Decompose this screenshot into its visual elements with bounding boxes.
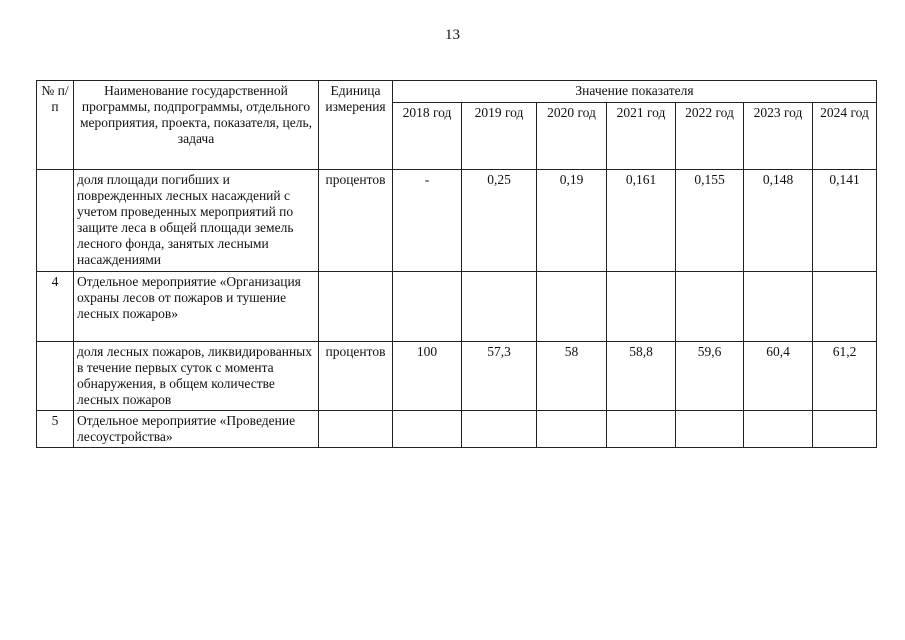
row-num: 4 <box>37 272 74 342</box>
header-row <box>37 81 877 103</box>
row-value <box>607 272 676 342</box>
indicator-table <box>36 80 877 448</box>
row-value: 0,141 <box>813 170 877 272</box>
header-unit: Единица измерения <box>319 81 393 170</box>
row-num <box>37 342 74 411</box>
table-row <box>37 272 877 342</box>
row-name: доля лесных пожаров, ликвидированных в течение первых суток с момента обнаружения, в общем количестве лесных пожаров <box>74 342 319 411</box>
row-value <box>537 272 607 342</box>
row-value: 57,3 <box>462 342 537 411</box>
row-value: 0,148 <box>744 170 813 272</box>
row-value <box>744 411 813 448</box>
row-value <box>676 411 744 448</box>
row-name: Отдельное мероприятие «Проведение лесоустройства» <box>74 411 319 448</box>
header-values-group: Значение показателя <box>393 81 877 103</box>
header-year: 2019 год <box>462 103 537 170</box>
page-number: 13 <box>445 27 460 43</box>
row-value: 0,25 <box>462 170 537 272</box>
row-name: доля площади погибших и поврежденных лесных насаждений с учетом проведенных мероприятий по защите леса в общей площади земель лесного фонда, занятых лесными насаждениями <box>74 170 319 272</box>
row-value: 60,4 <box>744 342 813 411</box>
row-num: 5 <box>37 411 74 448</box>
header-name: Наименование государственной программы, подпрограммы, отдельного мероприятия, проекта, показателя, цель, задача <box>74 81 319 170</box>
row-unit <box>319 411 393 448</box>
row-value <box>813 411 877 448</box>
row-value <box>744 272 813 342</box>
row-value: 100 <box>393 342 462 411</box>
row-value: 0,161 <box>607 170 676 272</box>
table-row <box>37 411 877 448</box>
header-year: 2020 год <box>537 103 607 170</box>
row-value: 0,19 <box>537 170 607 272</box>
row-value <box>607 411 676 448</box>
header-year: 2021 год <box>607 103 676 170</box>
row-value <box>537 411 607 448</box>
row-unit <box>319 272 393 342</box>
row-value: 59,6 <box>676 342 744 411</box>
row-unit: процентов <box>319 342 393 411</box>
table-row <box>37 170 877 272</box>
row-value: 58 <box>537 342 607 411</box>
row-value <box>393 411 462 448</box>
row-value <box>462 411 537 448</box>
header-year: 2024 год <box>813 103 877 170</box>
row-value: 58,8 <box>607 342 676 411</box>
row-name: Отдельное мероприятие «Организация охраны лесов от пожаров и тушение лесных пожаров» <box>74 272 319 342</box>
row-value <box>676 272 744 342</box>
header-year: 2023 год <box>744 103 813 170</box>
row-value <box>462 272 537 342</box>
row-num <box>37 170 74 272</box>
row-value <box>393 272 462 342</box>
row-value: 0,155 <box>676 170 744 272</box>
row-unit: процентов <box>319 170 393 272</box>
header-num: № п/п <box>37 81 74 170</box>
header-year: 2018 год <box>393 103 462 170</box>
row-value: 61,2 <box>813 342 877 411</box>
header-year: 2022 год <box>676 103 744 170</box>
row-value <box>813 272 877 342</box>
row-value: - <box>393 170 462 272</box>
table-row <box>37 342 877 411</box>
